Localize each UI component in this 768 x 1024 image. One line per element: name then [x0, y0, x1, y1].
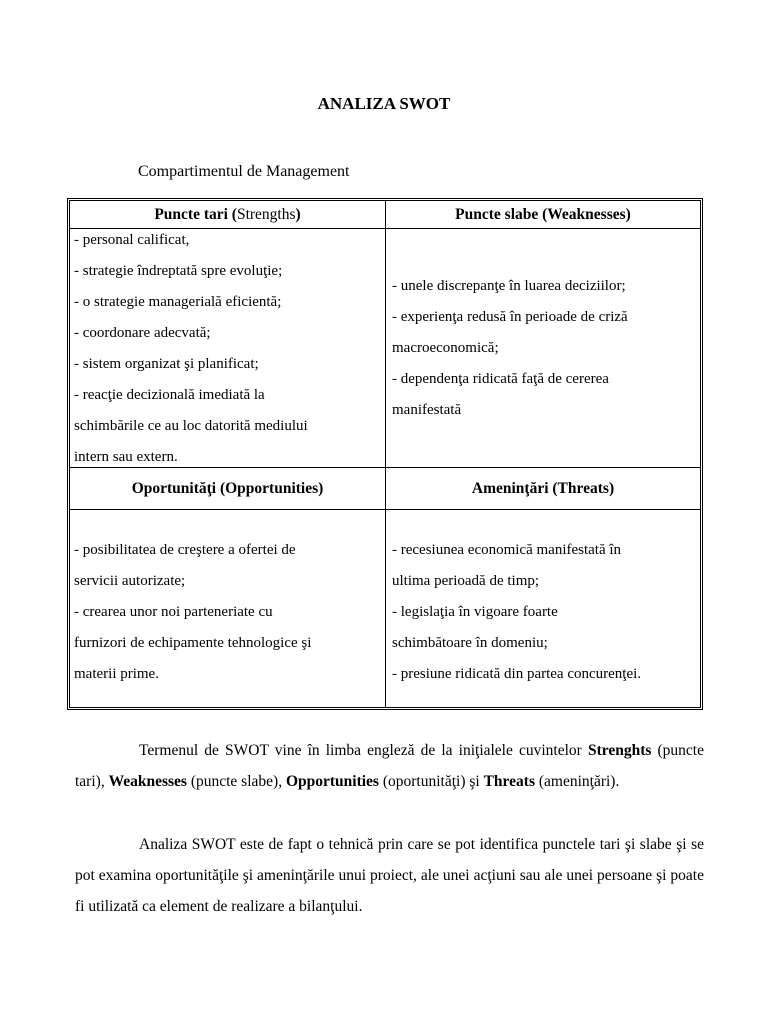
department-subtitle: Compartimentul de Management	[138, 163, 350, 180]
list-item: - dependenţa ridicată faţă de cererea	[392, 371, 609, 387]
weaknesses-header: Puncte slabe (Weaknesses)	[455, 206, 631, 223]
opportunities-list	[74, 535, 384, 690]
strengths-list	[74, 225, 384, 473]
list-item: intern sau extern.	[74, 449, 178, 465]
list-item: - experienţa redusă în perioade de criză	[392, 309, 628, 325]
list-item: manifestată	[392, 402, 462, 418]
threats-header: Ameninţări (Threats)	[471, 480, 615, 497]
list-item: - coordonare adecvată;	[74, 325, 211, 341]
weaknesses-list	[392, 271, 700, 426]
list-item: - posibilitatea de creştere a ofertei de	[74, 542, 296, 558]
document-title: ANALIZA SWOT	[317, 94, 451, 113]
swot-definition-paragraph	[75, 735, 704, 797]
list-item: schimbătoare în domeniu;	[392, 635, 548, 651]
column-divider	[385, 201, 386, 707]
list-item: - presiune ridicată din partea concurenţei.	[392, 666, 642, 682]
list-item: macroeconomică;	[392, 340, 499, 356]
list-item: - sistem organizat şi planificat;	[74, 356, 259, 372]
list-item: - strategie îndreptată spre evoluţie;	[74, 263, 283, 279]
list-item: - reacţie decizională imediată la	[74, 387, 265, 403]
paragraph-text: Analiza SWOT este de fapt o tehnică prin care se pot identifica punctele tari şi slabe şi se pot examina oportunităţile şi ameninţările unui proiect, ale unei acţiuni sau ale unei persoane şi poate fi utilizată ca element de realizare a bilanţului.	[75, 836, 704, 915]
list-item: servicii autorizate;	[74, 573, 186, 589]
row-divider	[70, 509, 700, 510]
strengths-header: Puncte tari (Strengths)	[154, 206, 301, 223]
list-item: - crearea unor noi parteneriate cu	[74, 604, 273, 620]
list-item: - o strategie managerială eficientă;	[74, 294, 282, 310]
list-item: furnizori de echipamente tehnologice şi	[74, 635, 312, 651]
list-item: materii prime.	[74, 666, 159, 682]
swot-table	[67, 198, 703, 710]
list-item: - legislaţia în vigoare foarte	[392, 604, 558, 620]
list-item: - personal calificat,	[74, 232, 190, 248]
list-item: - unele discrepanţe în luarea deciziilor;	[392, 278, 626, 294]
list-item: ultima perioadă de timp;	[392, 573, 540, 589]
list-item: - recesiunea economică manifestată în	[392, 542, 622, 558]
swot-explanation-paragraph	[75, 829, 704, 922]
list-item: schimbările ce au loc datorită mediului	[74, 418, 308, 434]
threats-list	[392, 535, 704, 690]
paragraph-line: Termenul de SWOT vine în limba engleză de la iniţialele cuvintelor Strenghts (puncte tari), Weaknesses (puncte slabe), Opportunities (oportunităţi) şi Threats (ameninţări).	[75, 742, 704, 790]
opportunities-header: Oportunităţi (Opportunities)	[131, 480, 324, 497]
